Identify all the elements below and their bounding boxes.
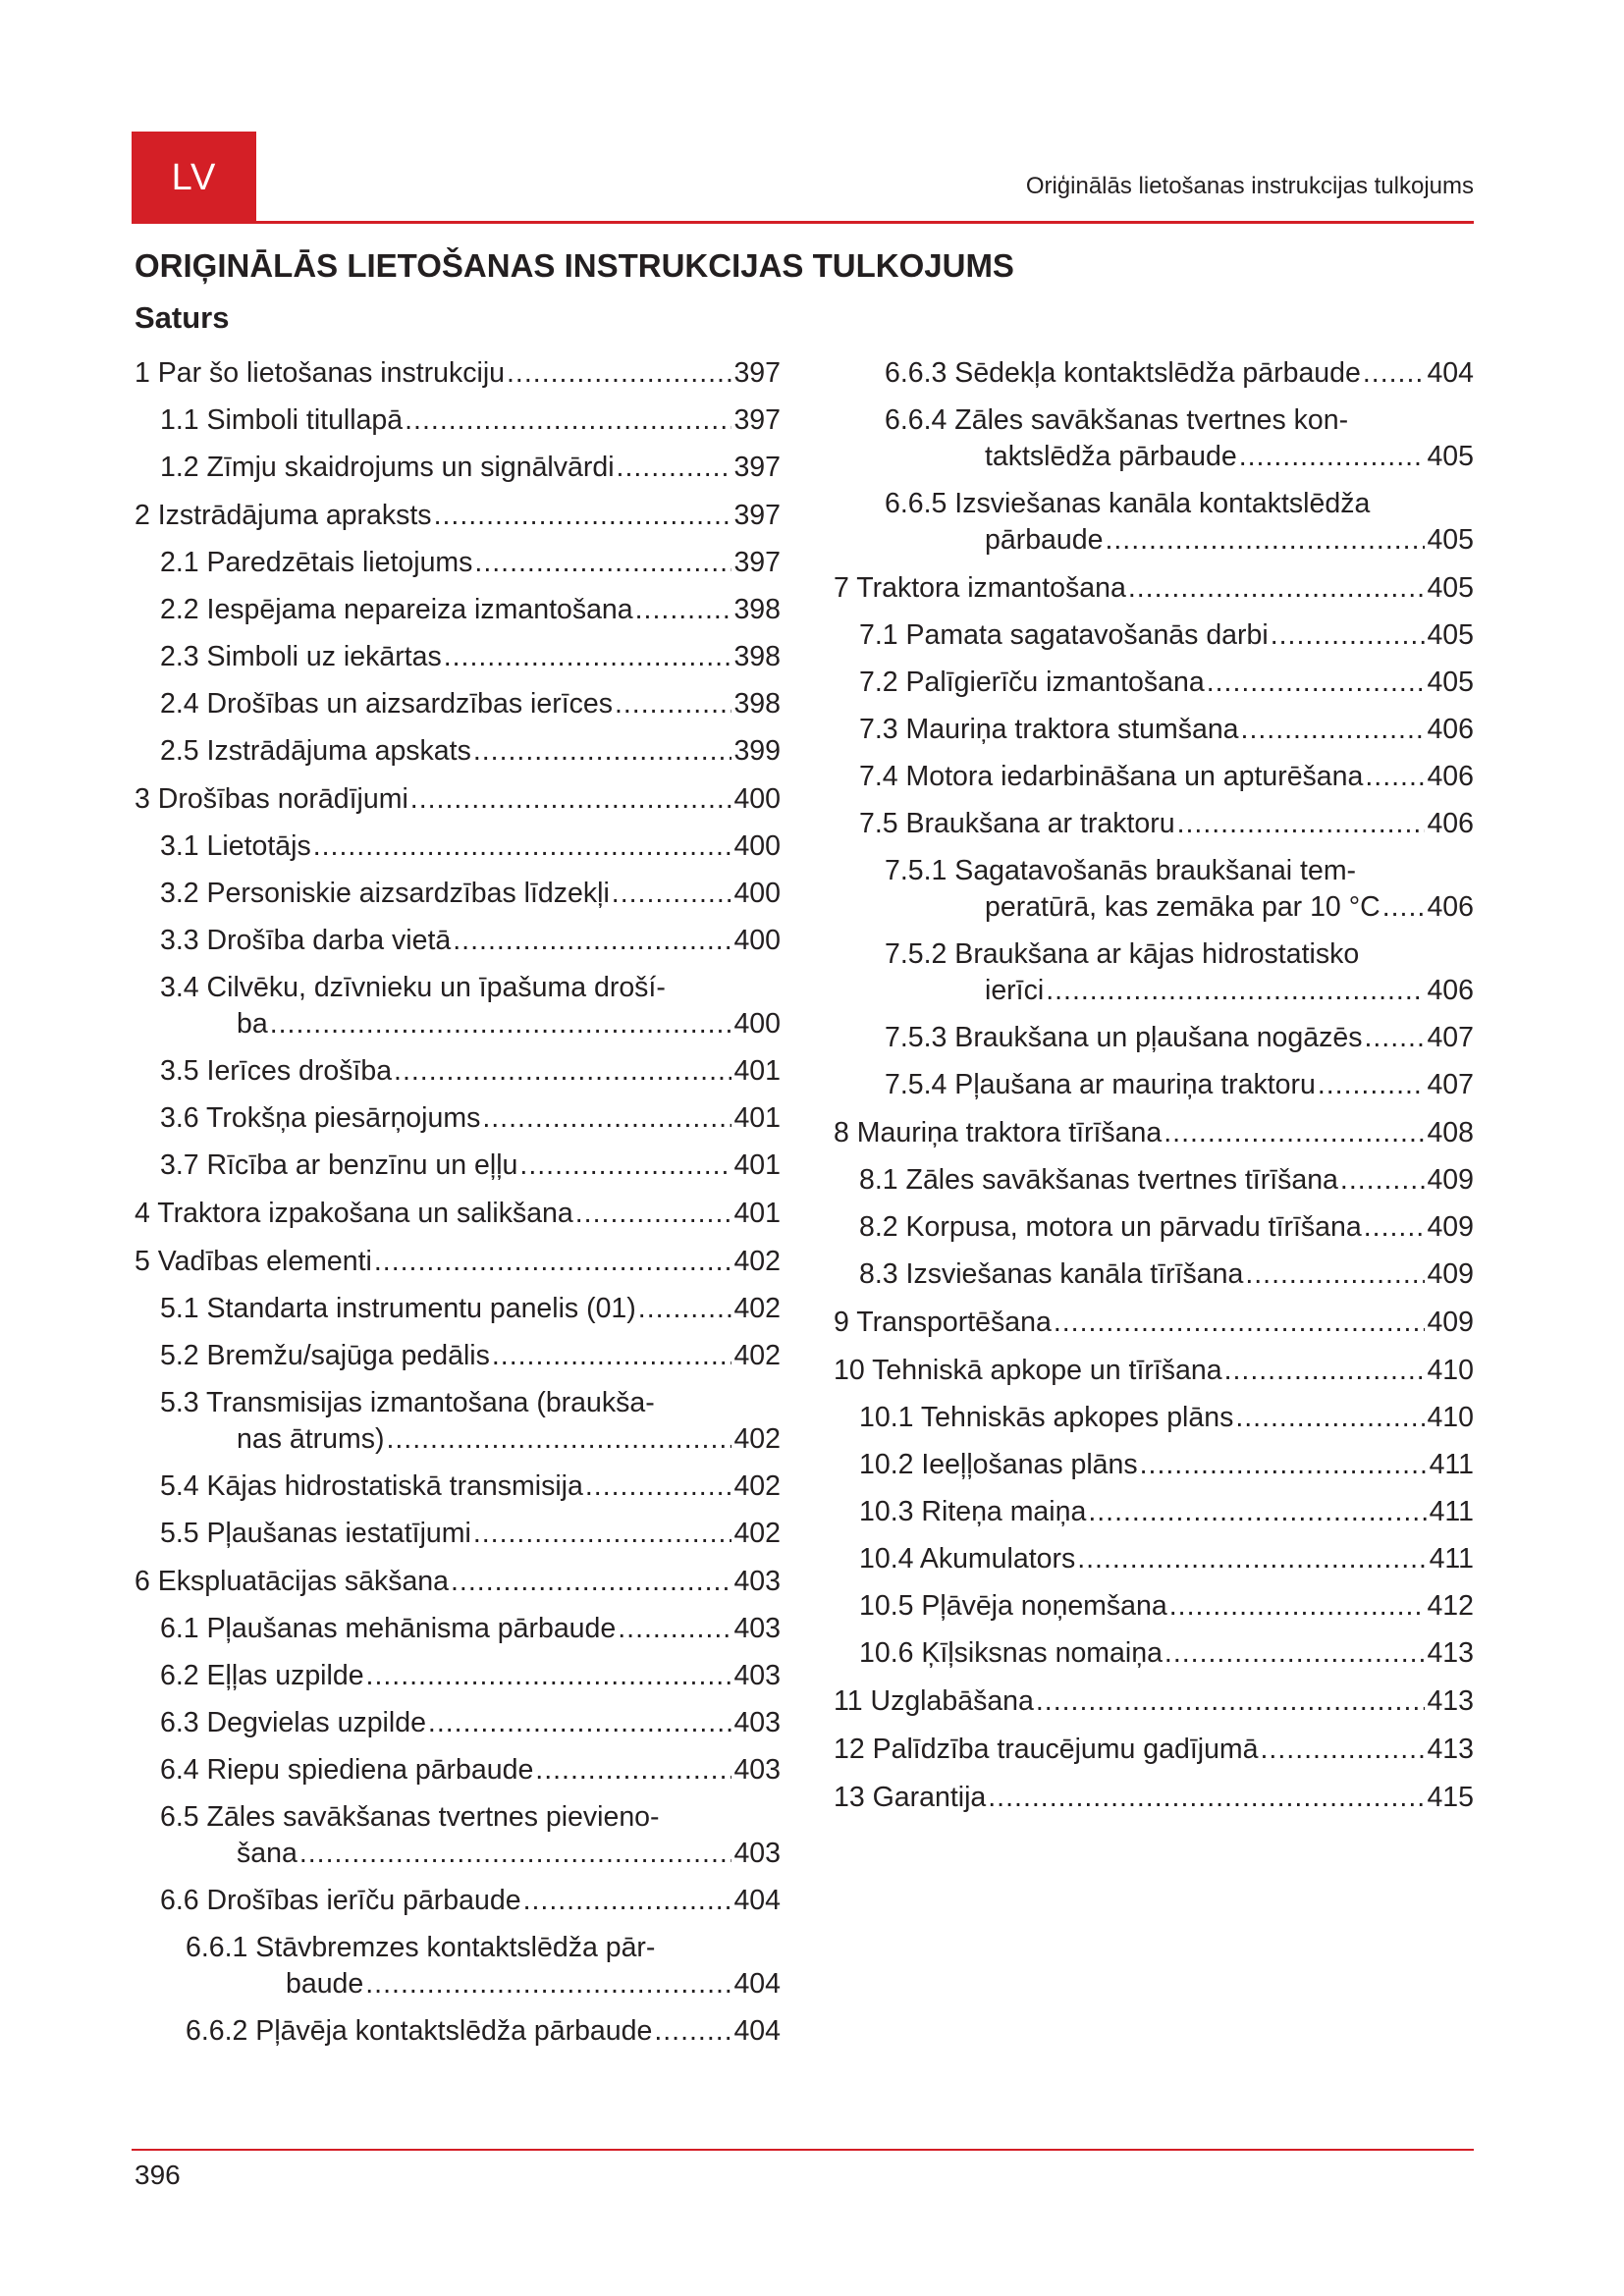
toc-entry-label: 6.4 Riepu spiediena pārbaude bbox=[160, 1754, 534, 1786]
dot-leader bbox=[366, 1658, 732, 1694]
toc-entry-label-continued: pārbaude bbox=[985, 524, 1104, 556]
toc-entry-label-continued: nas ātrums) bbox=[237, 1423, 385, 1455]
toc-entry-label: 1.2 Zīmju skaidrojums un signālvārdi bbox=[160, 452, 615, 483]
toc-entry-page[interactable]: 406 bbox=[1427, 714, 1474, 745]
dot-leader bbox=[386, 1421, 731, 1458]
toc-entry-page[interactable]: 410 bbox=[1427, 1402, 1474, 1433]
toc-entry-page[interactable]: 404 bbox=[1427, 357, 1474, 389]
toc-entry[interactable] bbox=[135, 1799, 781, 1872]
toc-entry-page[interactable]: 401 bbox=[733, 1198, 781, 1229]
toc-entry[interactable] bbox=[135, 355, 781, 392]
toc-entry-label: 6.6 Drošības ierīču pārbaude bbox=[160, 1885, 521, 1916]
footer-rule bbox=[132, 2149, 1474, 2151]
toc-entry[interactable] bbox=[834, 486, 1474, 559]
toc-entry-label: 5.1 Standarta instrumentu panelis (01) bbox=[160, 1293, 636, 1324]
toc-entry-label: 10.1 Tehniskās apkopes plāns bbox=[859, 1402, 1234, 1433]
dot-leader bbox=[1241, 712, 1426, 748]
toc-entry-label: 3.2 Personiskie aizsardzības līdzekļi bbox=[160, 878, 610, 909]
toc-entry-label: 10.2 Ieeļļošanas plāns bbox=[859, 1449, 1138, 1480]
running-header: Oriģinālās lietošanas instrukcijas tulkojums bbox=[1025, 173, 1474, 199]
toc-entry[interactable] bbox=[135, 545, 781, 581]
dot-leader bbox=[492, 1338, 732, 1374]
header-rule bbox=[132, 221, 1474, 224]
toc-entry-page[interactable]: 409 bbox=[1427, 1164, 1474, 1196]
dot-leader bbox=[428, 1705, 732, 1741]
toc-entry-page[interactable]: 398 bbox=[733, 688, 781, 720]
toc-entry-page[interactable]: 402 bbox=[733, 1246, 781, 1277]
toc-entry-label: 7 Traktora izmantošana bbox=[834, 572, 1126, 604]
toc-entry[interactable] bbox=[834, 712, 1474, 748]
toc-entry-label: 3.7 Rīcība ar benzīnu un eļļu bbox=[160, 1149, 518, 1181]
toc-entry-label: 1.1 Simboli titullapā bbox=[160, 404, 404, 436]
toc-entry-label: 6.6.5 Izsviešanas kanāla kontaktslēdža bbox=[885, 488, 1371, 519]
toc-entry-page[interactable]: 397 bbox=[733, 357, 781, 389]
toc-entry-page[interactable]: 402 bbox=[733, 1518, 781, 1549]
toc-entry[interactable] bbox=[834, 1683, 1474, 1720]
toc-entry[interactable] bbox=[135, 781, 781, 818]
toc-entry[interactable] bbox=[135, 1468, 781, 1505]
toc-entry[interactable] bbox=[834, 1780, 1474, 1816]
toc-entry[interactable] bbox=[135, 639, 781, 675]
dot-leader bbox=[299, 1836, 732, 1872]
toc-entry[interactable] bbox=[834, 1732, 1474, 1768]
dot-leader bbox=[612, 876, 732, 912]
document-title: ORIĢINĀLĀS LIETOŠANAS INSTRUKCIJAS TULKOJUMS bbox=[135, 247, 1014, 284]
toc-entry-page[interactable]: 404 bbox=[733, 1968, 781, 2000]
toc-entry[interactable] bbox=[135, 733, 781, 770]
toc-entry-page[interactable]: 403 bbox=[733, 1838, 781, 1869]
toc-entry-page[interactable]: 409 bbox=[1427, 1307, 1474, 1338]
dot-leader bbox=[1177, 806, 1426, 842]
toc-entry-label-continued: baude bbox=[286, 1968, 364, 2000]
toc-entry-page[interactable]: 397 bbox=[733, 500, 781, 531]
toc-entry-label: 6.2 Eļļas uzpilde bbox=[160, 1660, 364, 1691]
toc-entry-label: 8.1 Zāles savākšanas tvertnes tīrīšana bbox=[859, 1164, 1338, 1196]
toc-entry-page[interactable]: 405 bbox=[1427, 572, 1474, 604]
toc-entry-label: 2.5 Izstrādājuma apskats bbox=[160, 735, 471, 767]
dot-leader bbox=[615, 686, 731, 722]
dot-leader bbox=[365, 1966, 731, 2002]
dot-leader bbox=[1245, 1256, 1425, 1293]
toc-entry[interactable] bbox=[135, 1291, 781, 1327]
toc-entry[interactable] bbox=[834, 1256, 1474, 1293]
toc-entry-page[interactable]: 401 bbox=[733, 1149, 781, 1181]
dot-leader bbox=[617, 450, 732, 486]
toc-entry-label: 2.2 Iespējama nepareiza izmantošana bbox=[160, 594, 633, 625]
toc-entry-label: 1 Par šo lietošanas instrukciju bbox=[135, 357, 506, 389]
toc-entry-page[interactable]: 404 bbox=[733, 2015, 781, 2047]
toc-entry-label: 2.3 Simboli uz iekārtas bbox=[160, 641, 442, 672]
dot-leader bbox=[1364, 1209, 1426, 1246]
toc-entry-page[interactable]: 400 bbox=[733, 925, 781, 956]
toc-entry-label: 3.5 Ierīces drošība bbox=[160, 1055, 393, 1087]
toc-entry[interactable] bbox=[135, 592, 781, 628]
toc-entry[interactable] bbox=[834, 1020, 1474, 1056]
dot-leader bbox=[1054, 1305, 1426, 1341]
toc-entry-page[interactable]: 405 bbox=[1427, 441, 1474, 472]
toc-entry-page[interactable]: 398 bbox=[733, 641, 781, 672]
toc-entry-page[interactable]: 402 bbox=[733, 1470, 781, 1502]
toc-entry-label: 6.6.4 Zāles savākšanas tvertnes kon- bbox=[885, 404, 1349, 436]
dot-leader bbox=[1382, 889, 1426, 926]
toc-entry-label: 8.2 Korpusa, motora un pārvadu tīrīšana bbox=[859, 1211, 1362, 1243]
toc-entry-page[interactable]: 397 bbox=[733, 547, 781, 578]
toc-entry-label: 3.6 Trokšņa piesārņojums bbox=[160, 1102, 481, 1134]
toc-entry[interactable] bbox=[135, 2013, 781, 2050]
toc-entry-label: 8.3 Izsviešanas kanāla tīrīšana bbox=[859, 1258, 1244, 1290]
toc-entry-label: 10.4 Akumulators bbox=[859, 1543, 1076, 1575]
dot-leader bbox=[313, 828, 732, 865]
dot-leader bbox=[1088, 1494, 1427, 1530]
toc-entry-label: 12 Palīdzība traucējumu gadījumā bbox=[834, 1734, 1259, 1765]
toc-entry-page[interactable]: 403 bbox=[733, 1754, 781, 1786]
toc-entry-label: 10.3 Riteņa maiņa bbox=[859, 1496, 1087, 1527]
toc-entry-label-continued: šana bbox=[237, 1838, 298, 1869]
toc-entry[interactable] bbox=[135, 450, 781, 486]
toc-entry[interactable] bbox=[834, 402, 1474, 475]
dot-leader bbox=[270, 1006, 732, 1042]
dot-leader bbox=[1365, 759, 1425, 795]
language-tab: LV bbox=[132, 132, 256, 224]
toc-entry-page[interactable]: 403 bbox=[733, 1566, 781, 1597]
toc-entry-label: 6.3 Degvielas uzpilde bbox=[160, 1707, 426, 1738]
toc-entry[interactable] bbox=[834, 1115, 1474, 1151]
toc-entry-label: 7.5.1 Sagatavošanās braukšanai tem- bbox=[885, 855, 1357, 886]
toc-entry[interactable] bbox=[135, 1338, 781, 1374]
toc-entry-label: 7.5.4 Pļaušana ar mauriņa traktoru bbox=[885, 1069, 1316, 1100]
toc-entry[interactable] bbox=[834, 1209, 1474, 1246]
toc-entry[interactable] bbox=[834, 936, 1474, 1009]
dot-leader bbox=[1363, 355, 1426, 392]
toc-entry-label: 9 Transportēšana bbox=[834, 1307, 1052, 1338]
dot-leader bbox=[638, 1291, 732, 1327]
toc-entry[interactable] bbox=[834, 853, 1474, 926]
toc-entry-label: 5.3 Transmisijas izmantošana (braukša- bbox=[160, 1387, 655, 1418]
toc-entry-page[interactable]: 406 bbox=[1427, 761, 1474, 792]
dot-leader bbox=[453, 923, 731, 959]
toc-entry[interactable] bbox=[834, 1635, 1474, 1672]
toc-entry-page[interactable]: 399 bbox=[733, 735, 781, 767]
toc-entry-page[interactable]: 407 bbox=[1427, 1069, 1474, 1100]
toc-entry[interactable] bbox=[135, 1148, 781, 1184]
dot-leader bbox=[482, 1100, 731, 1137]
dot-leader bbox=[1169, 1588, 1426, 1625]
dot-leader bbox=[473, 1516, 732, 1552]
toc-entry-page[interactable]: 405 bbox=[1427, 619, 1474, 651]
toc-entry[interactable] bbox=[135, 1883, 781, 1919]
toc-entry-page[interactable]: 401 bbox=[733, 1102, 781, 1134]
dot-leader bbox=[1207, 665, 1426, 701]
toc-entry-label: 10.5 Pļāvēja noņemšana bbox=[859, 1590, 1167, 1622]
dot-leader bbox=[618, 1611, 731, 1647]
toc-heading: Saturs bbox=[135, 300, 230, 335]
toc-entry-page[interactable]: 402 bbox=[733, 1340, 781, 1371]
toc-entry-page[interactable]: 415 bbox=[1427, 1782, 1474, 1813]
toc-entry-page[interactable]: 397 bbox=[733, 452, 781, 483]
dot-leader bbox=[474, 545, 731, 581]
toc-entry-label: 7.5.2 Braukšana ar kājas hidrostatisko bbox=[885, 938, 1360, 970]
toc-entry-page[interactable]: 413 bbox=[1427, 1734, 1474, 1765]
dot-leader bbox=[1318, 1067, 1426, 1103]
dot-leader bbox=[1271, 617, 1426, 654]
toc-entry-label: 7.5 Braukšana ar traktoru bbox=[859, 808, 1175, 839]
toc-entry-page[interactable]: 411 bbox=[1429, 1496, 1474, 1527]
toc-entry-label: 6 Ekspluatācijas sākšana bbox=[135, 1566, 450, 1597]
toc-entry[interactable] bbox=[834, 665, 1474, 701]
toc-entry-page[interactable]: 411 bbox=[1429, 1543, 1474, 1575]
toc-entry[interactable] bbox=[834, 355, 1474, 392]
toc-entry[interactable] bbox=[135, 1100, 781, 1137]
toc-entry[interactable] bbox=[834, 570, 1474, 607]
toc-entry-page[interactable]: 402 bbox=[733, 1293, 781, 1324]
dot-leader bbox=[405, 402, 731, 439]
dot-leader bbox=[374, 1244, 732, 1280]
toc-entry-label: 5.5 Pļaušanas iestatījumi bbox=[160, 1518, 471, 1549]
dot-leader bbox=[523, 1883, 732, 1919]
toc-entry[interactable] bbox=[834, 1305, 1474, 1341]
toc-entry-page[interactable]: 409 bbox=[1427, 1211, 1474, 1243]
toc-entry[interactable] bbox=[135, 828, 781, 865]
toc-entry-label-continued: ierīci bbox=[985, 975, 1045, 1006]
dot-leader bbox=[434, 498, 732, 534]
toc-entry-label: 7.2 Palīgierīču izmantošana bbox=[859, 667, 1205, 698]
toc-entry[interactable] bbox=[135, 923, 781, 959]
toc-entry-label-continued: taktslēdža pārbaude bbox=[985, 441, 1237, 472]
toc-entry[interactable] bbox=[135, 1930, 781, 2002]
toc-entry[interactable] bbox=[135, 1564, 781, 1600]
toc-entry-label: 5.2 Bremžu/sajūga pedālis bbox=[160, 1340, 490, 1371]
toc-entry-label: 10 Tehniskā apkope un tīrīšana bbox=[834, 1355, 1222, 1386]
toc-entry-page[interactable]: 398 bbox=[733, 594, 781, 625]
toc-entry-page[interactable]: 397 bbox=[733, 404, 781, 436]
toc-entry-page[interactable]: 412 bbox=[1427, 1590, 1474, 1622]
toc-entry-page[interactable]: 413 bbox=[1427, 1685, 1474, 1717]
toc-entry-label: 6.6.2 Pļāvēja kontaktslēdža pārbaude bbox=[186, 2015, 653, 2047]
toc-entry-label: 6.5 Zāles savākšanas tvertnes pievieno- bbox=[160, 1801, 660, 1833]
dot-leader bbox=[1364, 1020, 1425, 1056]
toc-entry-page[interactable]: 408 bbox=[1427, 1117, 1474, 1148]
toc-entry-label: 6.6.1 Stāvbremzes kontaktslēdža pār- bbox=[186, 1932, 656, 1963]
toc-entry[interactable] bbox=[834, 759, 1474, 795]
toc-entry-label: 7.5.3 Braukšana un pļaušana nogāzēs bbox=[885, 1022, 1363, 1053]
dot-leader bbox=[535, 1752, 731, 1789]
toc-entry-label: 7.3 Mauriņa traktora stumšana bbox=[859, 714, 1239, 745]
toc-entry-label: 7.1 Pamata sagatavošanās darbi bbox=[859, 619, 1269, 651]
toc-entry-label: 3.1 Lietotājs bbox=[160, 830, 311, 862]
toc-entry-page[interactable]: 403 bbox=[733, 1613, 781, 1644]
toc-entry-label: 8 Mauriņa traktora tīrīšana bbox=[834, 1117, 1163, 1148]
dot-leader bbox=[1077, 1541, 1427, 1577]
dot-leader bbox=[1105, 522, 1425, 559]
toc-entry[interactable] bbox=[135, 876, 781, 912]
dot-leader bbox=[507, 355, 731, 392]
toc-entry-page[interactable]: 405 bbox=[1427, 667, 1474, 698]
toc-entry-label: 6.1 Pļaušanas mehānisma pārbaude bbox=[160, 1613, 617, 1644]
toc-entry-page[interactable]: 404 bbox=[733, 1885, 781, 1916]
toc-entry-label: 5 Vadības elementi bbox=[135, 1246, 372, 1277]
toc-entry-label: 10.6 Ķīļsiksnas nomaiņa bbox=[859, 1637, 1163, 1669]
toc-entry-page[interactable]: 400 bbox=[733, 1008, 781, 1040]
dot-leader bbox=[654, 2013, 731, 2050]
dot-leader bbox=[1140, 1447, 1428, 1483]
toc-entry-label: 2 Izstrādājuma apraksts bbox=[135, 500, 432, 531]
toc-entry-page[interactable]: 400 bbox=[733, 830, 781, 862]
toc-entry[interactable] bbox=[834, 1400, 1474, 1436]
dot-leader bbox=[444, 639, 732, 675]
page-number: 396 bbox=[135, 2160, 181, 2190]
dot-leader bbox=[1224, 1353, 1426, 1389]
toc-entry[interactable] bbox=[834, 1162, 1474, 1199]
dot-leader bbox=[1128, 570, 1426, 607]
toc-entry-page[interactable]: 407 bbox=[1427, 1022, 1474, 1053]
dot-leader bbox=[519, 1148, 731, 1184]
toc-column-right bbox=[834, 355, 1474, 1816]
toc-entry-page[interactable]: 403 bbox=[733, 1707, 781, 1738]
toc-entry-label: 13 Garantija bbox=[834, 1782, 987, 1813]
toc-entry-page[interactable]: 406 bbox=[1427, 891, 1474, 923]
toc-entry-page[interactable]: 413 bbox=[1427, 1637, 1474, 1669]
toc-entry[interactable] bbox=[135, 402, 781, 439]
dot-leader bbox=[988, 1780, 1425, 1816]
toc-entry-page[interactable]: 405 bbox=[1427, 524, 1474, 556]
toc-entry[interactable] bbox=[135, 1244, 781, 1280]
toc-entry[interactable] bbox=[834, 1067, 1474, 1103]
toc-entry[interactable] bbox=[135, 970, 781, 1042]
dot-leader bbox=[1340, 1162, 1426, 1199]
toc-entry[interactable] bbox=[135, 1658, 781, 1694]
toc-entry-page[interactable]: 406 bbox=[1427, 808, 1474, 839]
toc-entry-label: 3.4 Cilvēku, dzīvnieku un īpašuma droší- bbox=[160, 972, 666, 1003]
toc-entry[interactable] bbox=[135, 1196, 781, 1232]
toc-entry[interactable] bbox=[834, 1447, 1474, 1483]
dot-leader bbox=[1235, 1400, 1425, 1436]
toc-entry[interactable] bbox=[834, 1353, 1474, 1389]
dot-leader bbox=[410, 781, 732, 818]
toc-entry-page[interactable]: 402 bbox=[733, 1423, 781, 1455]
toc-entry[interactable] bbox=[135, 1385, 781, 1458]
toc-entry-page[interactable]: 403 bbox=[733, 1660, 781, 1691]
toc-entry[interactable] bbox=[135, 1053, 781, 1090]
dot-leader bbox=[1036, 1683, 1426, 1720]
dot-leader bbox=[575, 1196, 732, 1232]
toc-entry-page[interactable]: 406 bbox=[1427, 975, 1474, 1006]
toc-entry-page[interactable]: 400 bbox=[733, 783, 781, 815]
toc-entry-label: 2.1 Paredzētais lietojums bbox=[160, 547, 473, 578]
toc-entry-page[interactable]: 409 bbox=[1427, 1258, 1474, 1290]
toc-entry-page[interactable]: 400 bbox=[733, 878, 781, 909]
dot-leader bbox=[1239, 439, 1426, 475]
toc-entry-label: 11 Uzglabāšana bbox=[834, 1685, 1034, 1717]
toc-entry-label-continued: ba bbox=[237, 1008, 268, 1040]
dot-leader bbox=[394, 1053, 731, 1090]
toc-entry[interactable] bbox=[135, 1752, 781, 1789]
dot-leader bbox=[1164, 1115, 1425, 1151]
toc-entry-label: 2.4 Drošības un aizsardzības ierīces bbox=[160, 688, 613, 720]
dot-leader bbox=[1164, 1635, 1426, 1672]
toc-entry[interactable] bbox=[834, 617, 1474, 654]
dot-leader bbox=[451, 1564, 731, 1600]
toc-entry[interactable] bbox=[135, 686, 781, 722]
toc-entry-label: 3 Drošības norādījumi bbox=[135, 783, 408, 815]
toc-entry-page[interactable]: 411 bbox=[1429, 1449, 1474, 1480]
dot-leader bbox=[1046, 973, 1425, 1009]
dot-leader bbox=[635, 592, 732, 628]
toc-entry-page[interactable]: 401 bbox=[733, 1055, 781, 1087]
toc-entry[interactable] bbox=[834, 1541, 1474, 1577]
toc-entry-label-continued: peratūrā, kas zemāka par 10 °C bbox=[985, 891, 1380, 923]
dot-leader bbox=[473, 733, 732, 770]
dot-leader bbox=[585, 1468, 732, 1505]
toc-entry-label: 6.6.3 Sēdekļa kontaktslēdža pārbaude bbox=[885, 357, 1361, 389]
dot-leader bbox=[1261, 1732, 1426, 1768]
toc-entry-page[interactable]: 410 bbox=[1427, 1355, 1474, 1386]
toc-entry[interactable] bbox=[135, 1611, 781, 1647]
toc-entry-label: 3.3 Drošība darba vietā bbox=[160, 925, 452, 956]
toc-entry-label: 5.4 Kājas hidrostatiskā transmisija bbox=[160, 1470, 583, 1502]
toc-entry-label: 7.4 Motora iedarbināšana un apturēšana bbox=[859, 761, 1364, 792]
toc-entry-label: 4 Traktora izpakošana un salikšana bbox=[135, 1198, 573, 1229]
toc-entry[interactable] bbox=[834, 1588, 1474, 1625]
toc-entry[interactable] bbox=[135, 498, 781, 534]
toc-entry[interactable] bbox=[135, 1705, 781, 1741]
toc-entry[interactable] bbox=[834, 806, 1474, 842]
toc-entry[interactable] bbox=[135, 1516, 781, 1552]
toc-entry[interactable] bbox=[834, 1494, 1474, 1530]
toc-column-left bbox=[135, 355, 781, 2050]
